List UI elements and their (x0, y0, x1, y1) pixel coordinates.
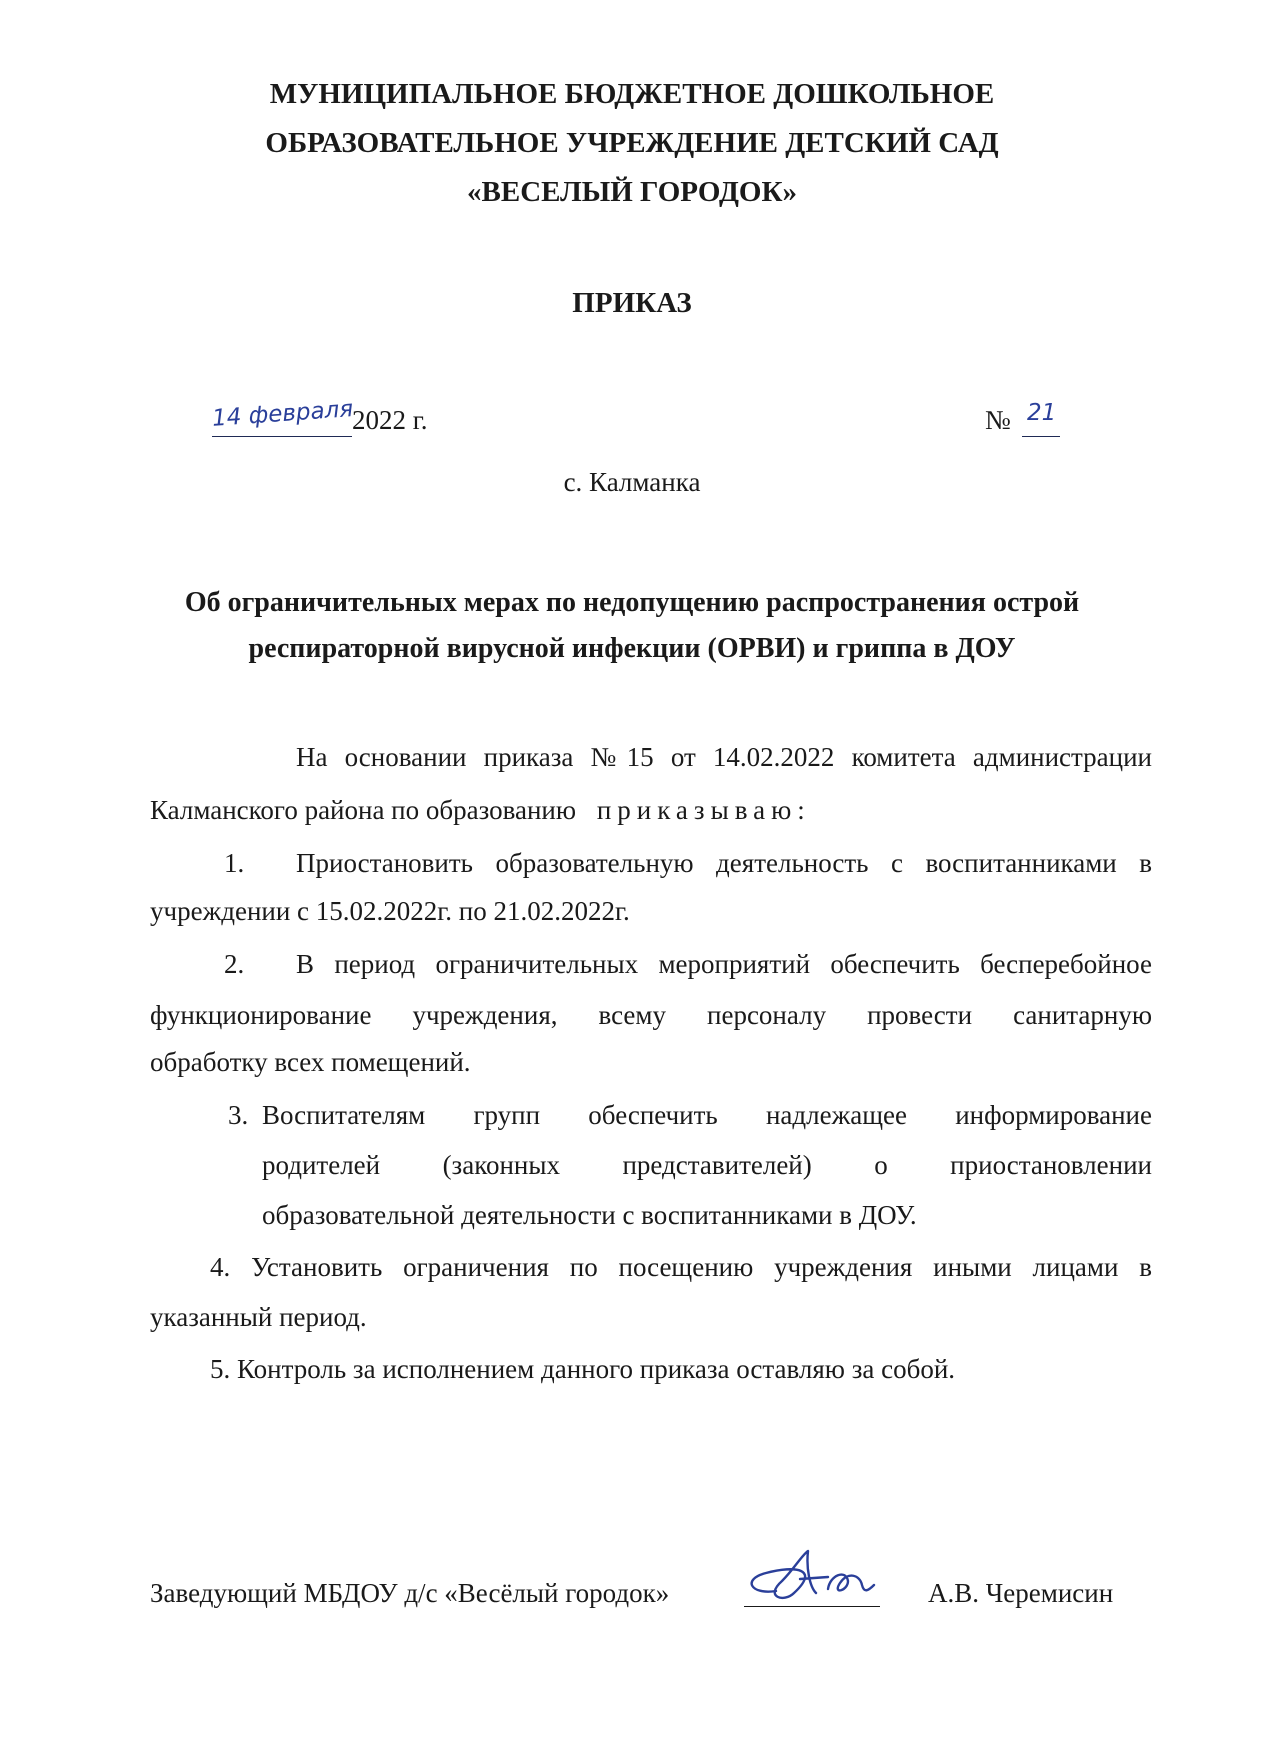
order-subject (0, 580, 1264, 672)
intro-line-2-text: Калманского района по образованию (150, 795, 577, 825)
org-line-3: «ВЕСЕЛЫЙ ГОРОДОК» (467, 176, 797, 208)
subject-line-1: Об ограничительных мерах по недопущению распространения острой (184, 587, 1080, 618)
item-2-line-2: функционирование учреждения, всему персоналу провести санитарную (150, 1000, 1152, 1030)
place-of-issue: с. Калманка (563, 467, 701, 497)
item-2-line-3: обработку всех помещений. (150, 1047, 471, 1077)
item-1-line-1: Приостановить образовательную деятельность с воспитанниками в (296, 848, 1152, 878)
subject-line-2: респираторной вирусной инфекции (ОРВИ) и гриппа в ДОУ (248, 633, 1016, 664)
handwritten-date: 14 февраля (211, 396, 354, 432)
item-3-line-1: Воспитателям групп обеспечить надлежащее информирование (262, 1100, 1152, 1130)
organization-header (0, 70, 1264, 217)
intro-line-1: На основании приказа №15 от 14.02.2022 комитета администрации (296, 742, 1152, 772)
org-line-2: ОБРАЗОВАТЕЛЬНОЕ УЧРЕЖДЕНИЕ ДЕТСКИЙ САД (265, 127, 999, 159)
handwritten-signature (736, 1535, 886, 1615)
item-3-line-2: родителей (законных представителей) о приостановлении (262, 1150, 1152, 1180)
signatory-position: Заведующий МБДОУ д/с «Весёлый городок» (150, 1578, 670, 1608)
item-4-line-1: 4. Установить ограничения по посещению учреждения иными лицами в (210, 1252, 1152, 1282)
handwritten-number: 21 (1027, 400, 1057, 426)
intro-line-2 (150, 793, 811, 827)
item-2-line-1: В период ограничительных мероприятий обеспечить бесперебойное (296, 949, 1152, 979)
document-type: ПРИКАЗ (572, 287, 692, 319)
date-year: 2022 г. (352, 405, 428, 435)
item-3-number: 3. (228, 1100, 249, 1130)
org-line-1: МУНИЦИПАЛЬНОЕ БЮДЖЕТНОЕ ДОШКОЛЬНОЕ (269, 78, 995, 110)
item-1-number: 1. (224, 848, 245, 878)
signatory-name: А.В. Черемисин (928, 1578, 1114, 1608)
order-number-prefix: № (985, 405, 1011, 435)
order-verb: приказываю: (596, 795, 811, 825)
item-2-number: 2. (224, 949, 245, 979)
item-5: 5. Контроль за исполнением данного приказа оставляю за собой. (210, 1354, 956, 1384)
item-4-line-2: указанный период. (150, 1302, 367, 1332)
item-3-line-3: образовательной деятельности с воспитанниками в ДОУ. (262, 1200, 917, 1230)
item-1-line-2: учреждении с 15.02.2022г. по 21.02.2022г. (150, 896, 630, 926)
